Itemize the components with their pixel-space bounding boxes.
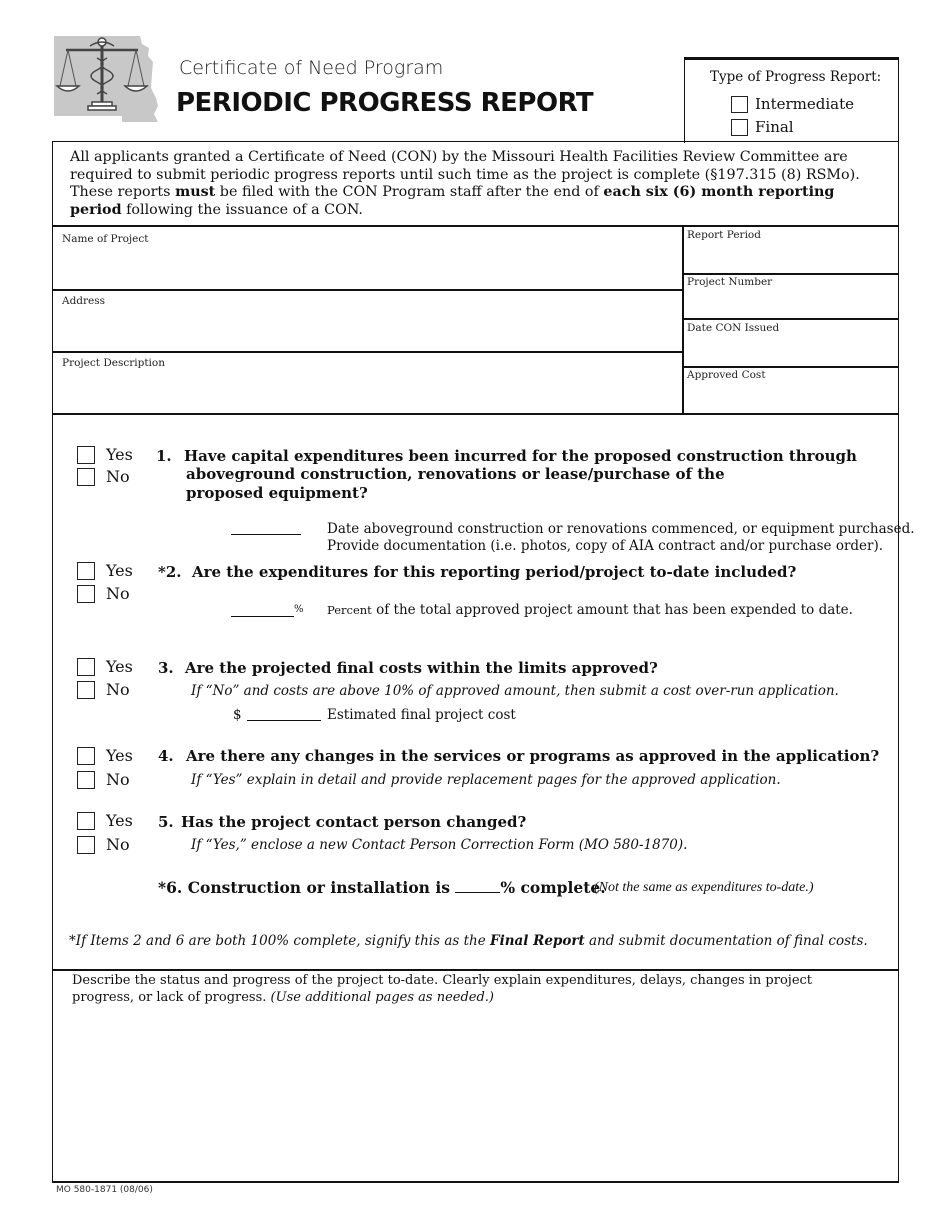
q2-number: *2. (158, 563, 182, 581)
q5-no[interactable] (77, 835, 130, 854)
no-label: No (106, 770, 130, 789)
report-type-label: Type of Progress Report: (710, 69, 882, 85)
q5-sub: If “Yes,” enclose a new Contact Person Correction Form (MO 580-1870). (191, 837, 688, 853)
final-report-footnote (69, 933, 868, 949)
q1-number: 1. (156, 447, 172, 465)
project-description-field[interactable]: Project Description (62, 357, 165, 369)
q3-no-checkbox[interactable] (77, 681, 95, 699)
q2-percent-input[interactable] (231, 603, 294, 617)
report-type-box (684, 57, 899, 143)
q6-number: *6. (158, 878, 183, 897)
divider (53, 969, 898, 971)
form-code: MO 580-1871 (08/06) (56, 1185, 153, 1195)
q2-yes-checkbox[interactable] (77, 562, 95, 580)
no-label: No (106, 584, 130, 603)
divider (682, 225, 684, 414)
program-name: Certificate of Need Program (179, 57, 444, 79)
q5-no-checkbox[interactable] (77, 836, 95, 854)
q6-percent-input[interactable] (455, 879, 500, 893)
q3-sub: If “No” and costs are above 10% of approved amount, then submit a cost over-run application. (191, 683, 839, 699)
q1-sub-line2: Provide documentation (i.e. photos, copy of AIA contract and/or purchase order). (327, 538, 884, 554)
q2-no-checkbox[interactable] (77, 585, 95, 603)
intro-text-3: following the issuance of a CON. (121, 201, 363, 218)
final-label: Final (755, 118, 794, 136)
intro-period: each six (6) month reporting period (70, 184, 835, 218)
q3-dollar-sign: $ (233, 707, 242, 723)
q2-percent-sign: % (294, 604, 304, 615)
q5-text: Has the project contact person changed? (181, 813, 527, 831)
missouri-logo-icon (52, 34, 160, 124)
q3-yes[interactable] (77, 657, 133, 676)
intro-text-1: All applicants granted a Certificate of Need (CON) by the Missouri Health Facilities Review Committee are required to submit periodic progress reports until such time as the project is complete (§197.315 (8) RSMo). These reports (70, 149, 860, 200)
q3-number: 3. (158, 659, 174, 677)
yes-label: Yes (106, 657, 133, 676)
q2-no[interactable] (77, 584, 130, 603)
q6-note: (Not the same as expenditures to-date.) (594, 880, 814, 895)
q4-yes-checkbox[interactable] (77, 747, 95, 765)
project-number-field[interactable]: Project Number (687, 276, 773, 288)
no-label: No (106, 467, 130, 486)
q5-number: 5. (158, 813, 174, 831)
q3-yes-checkbox[interactable] (77, 658, 95, 676)
q4-text: Are there any changes in the services or programs as approved in the application? (186, 747, 880, 765)
q1-no[interactable] (77, 467, 130, 486)
describe-status-field[interactable] (72, 972, 872, 1006)
q4-sub: If “Yes” explain in detail and provide replacement pages for the approved application. (191, 772, 781, 788)
describe-note: (Use additional pages as needed.) (270, 990, 494, 1005)
name-of-project-field[interactable]: Name of Project (62, 233, 149, 245)
q1-text-line1: Have capital expenditures been incurred for the proposed construction through (184, 447, 857, 465)
divider (53, 289, 683, 291)
q1-yes-checkbox[interactable] (77, 446, 95, 464)
q1-sub-line1: Date aboveground construction or renovations commenced, or equipment purchased. (327, 521, 915, 537)
q2-percent-word: Percent (327, 603, 372, 617)
report-period-field[interactable]: Report Period (687, 229, 761, 241)
divider (683, 366, 898, 368)
q1-yes[interactable] (77, 445, 133, 464)
footnote-final-report: Final Report (490, 933, 585, 949)
divider (683, 273, 898, 275)
form-title: PERIODIC PROGRESS REPORT (176, 88, 594, 118)
address-field[interactable]: Address (62, 295, 106, 307)
final-checkbox[interactable] (731, 119, 748, 136)
q4-no-checkbox[interactable] (77, 771, 95, 789)
intermediate-checkbox[interactable] (731, 96, 748, 113)
report-type-intermediate[interactable] (731, 95, 854, 113)
q4-yes[interactable] (77, 746, 133, 765)
q3-estimate-label: Estimated final project cost (327, 707, 516, 723)
q2-text: Are the expenditures for this reporting period/project to-date included? (192, 563, 797, 581)
intro-paragraph (70, 149, 885, 219)
yes-label: Yes (106, 561, 133, 580)
intro-must: must (175, 184, 216, 200)
q4-number: 4. (158, 747, 174, 765)
q3-text: Are the projected final costs within the limits approved? (185, 659, 658, 677)
yes-label: Yes (106, 811, 133, 830)
intermediate-label: Intermediate (755, 95, 855, 113)
q3-estimate-input[interactable] (247, 707, 321, 721)
no-label: No (106, 680, 130, 699)
no-label: No (106, 835, 130, 854)
q6-text-after: % complete. (500, 878, 606, 897)
divider (53, 225, 898, 227)
q5-yes[interactable] (77, 811, 133, 830)
divider (53, 413, 898, 415)
q1-text-line3: proposed equipment? (186, 484, 368, 502)
q1-no-checkbox[interactable] (77, 468, 95, 486)
q2-sub: of the total approved project amount that has been expended to date. (371, 602, 853, 618)
q6-text-before: Construction or installation is (187, 878, 456, 897)
yes-label: Yes (106, 746, 133, 765)
q3-no[interactable] (77, 680, 130, 699)
q4-no[interactable] (77, 770, 130, 789)
divider (683, 318, 898, 320)
footnote-text-2: and submit documentation of final costs. (584, 933, 868, 949)
q5-yes-checkbox[interactable] (77, 812, 95, 830)
divider (53, 351, 683, 353)
yes-label: Yes (106, 445, 133, 464)
footnote-text-1: *If Items 2 and 6 are both 100% complete, signify this as the (69, 933, 490, 949)
q2-yes[interactable] (77, 561, 133, 580)
q1-date-input[interactable] (231, 521, 301, 535)
date-con-issued-field[interactable]: Date CON Issued (687, 322, 780, 334)
q1-text-line2: aboveground construction, renovations or lease/purchase of the (186, 465, 725, 483)
describe-text: Describe the status and progress of the project to-date. Clearly explain expenditures, delays, changes in project progress, or lack of progress. (72, 973, 813, 1005)
q6-row (158, 878, 606, 897)
approved-cost-field[interactable]: Approved Cost (687, 369, 766, 381)
report-type-final[interactable] (731, 118, 794, 136)
intro-text-2: be filed with the CON Program staff after the end of (215, 184, 604, 200)
